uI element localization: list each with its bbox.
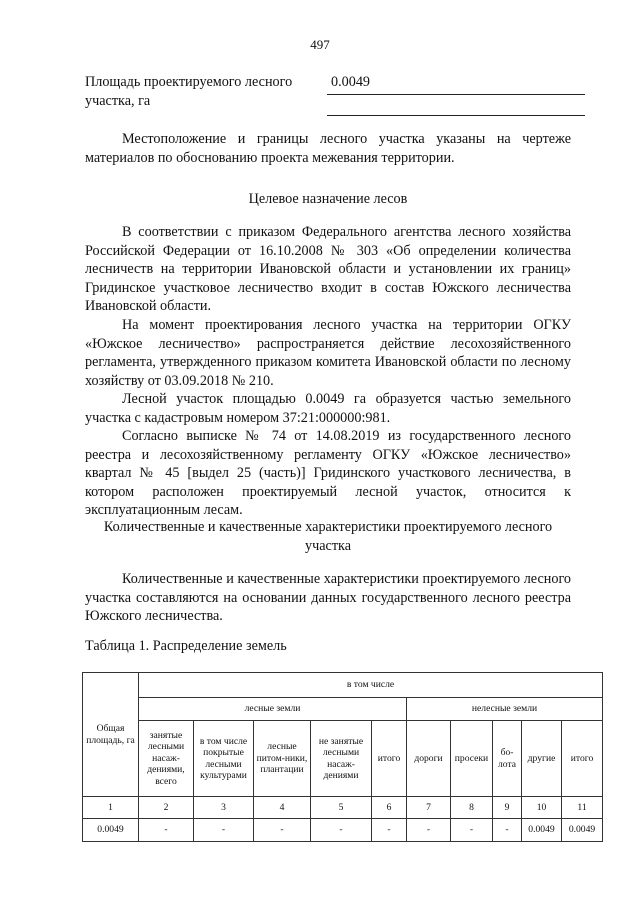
section-title-characteristics: Количественные и качественные характеристики проектируемого лесного участка bbox=[103, 519, 553, 554]
column-number: 9 bbox=[493, 797, 522, 819]
table-cell: - bbox=[194, 819, 254, 842]
header-forest-lands: лесные земли bbox=[139, 698, 407, 721]
column-number: 3 bbox=[194, 797, 254, 819]
column-header: итого bbox=[372, 721, 407, 797]
table-cell: 0.0049 bbox=[522, 819, 562, 842]
header-total-area: Общая площадь, га bbox=[83, 673, 139, 797]
column-header: не занятые лесными насаж-дениями bbox=[311, 721, 372, 797]
column-number: 10 bbox=[522, 797, 562, 819]
location-paragraph: Местоположение и границы лесного участка указаны на чертеже материалов по обоснованию проекта межевания территории. bbox=[85, 131, 571, 166]
paragraph-regulation: На момент проектирования лесного участка на территории ОГКУ «Южское лесничество» распространяется действие лесохозяйственного регламента, утвержденного приказом комитета Ивановской области по лесному хозяйству от 03.09.2018 № 210. bbox=[85, 317, 571, 389]
column-header: просеки bbox=[451, 721, 493, 797]
header-nonforest-lands: нелесные земли bbox=[407, 698, 603, 721]
area-label: Площадь проектируемого лесного участка, га bbox=[85, 74, 293, 109]
table-cell: - bbox=[254, 819, 311, 842]
column-header: бо-лота bbox=[493, 721, 522, 797]
table-cell: 0.0049 bbox=[83, 819, 139, 842]
area-value: 0.0049 bbox=[331, 74, 371, 90]
table-cell: - bbox=[451, 819, 493, 842]
area-value-underline-2 bbox=[327, 115, 585, 116]
column-number: 5 bbox=[311, 797, 372, 819]
column-number: 6 bbox=[372, 797, 407, 819]
land-distribution-table bbox=[82, 672, 603, 842]
paragraph-cadastral: Лесной участок площадью 0.0049 га образуется частью земельного участка с кадастровым номером 37:21:000000:981. bbox=[85, 391, 571, 426]
column-header: итого bbox=[562, 721, 603, 797]
column-header: лесные питом-ники, плантации bbox=[254, 721, 311, 797]
column-number: 11 bbox=[562, 797, 603, 819]
table-cell: - bbox=[407, 819, 451, 842]
column-number: 7 bbox=[407, 797, 451, 819]
header-in-that-number: в том числе bbox=[139, 673, 603, 698]
paragraph-characteristics: Количественные и качественные характеристики проектируемого лесного участка составляются на основании данных государственного лесного реестра Южского лесничества. bbox=[85, 571, 571, 625]
column-number-row bbox=[83, 797, 603, 819]
area-value-underline bbox=[327, 94, 585, 95]
column-number: 8 bbox=[451, 797, 493, 819]
page-number: 497 bbox=[310, 37, 330, 52]
table-cell: - bbox=[311, 819, 372, 842]
column-header: занятые лесными насаж-дениями, всего bbox=[139, 721, 194, 797]
table-row bbox=[83, 819, 603, 842]
column-header: дороги bbox=[407, 721, 451, 797]
table-cell: 0.0049 bbox=[562, 819, 603, 842]
table-cell: - bbox=[372, 819, 407, 842]
paragraph-order: В соответствии с приказом Федерального агентства лесного хозяйства Российской Федерации от 16.10.2008 № 303 «Об определении количества лесничеств на территории Ивановской области и установлении их границ» Гридинское участковое лесничество входит в состав Южского лесничества Ивановской области. bbox=[85, 224, 571, 315]
paragraph-extract: Согласно выписке № 74 от 14.08.2019 из государственного лесного реестра и лесохозяйственному регламенту ОГКУ «Южское лесничество» квартал № 45 [выдел 25 (часть)] Гридинского участкового лесничества, в котором расположен проектируемый лесной участок, относится к эксплуатационным лесам. bbox=[85, 428, 571, 519]
column-number: 1 bbox=[83, 797, 139, 819]
column-number: 2 bbox=[139, 797, 194, 819]
column-header: другие bbox=[522, 721, 562, 797]
table-cell: - bbox=[139, 819, 194, 842]
column-header: в том числе покрытые лесными культурами bbox=[194, 721, 254, 797]
table-caption: Таблица 1. Распределение земель bbox=[85, 638, 287, 654]
table-cell: - bbox=[493, 819, 522, 842]
column-number: 4 bbox=[254, 797, 311, 819]
section-title-purpose: Целевое назначение лесов bbox=[248, 191, 408, 207]
